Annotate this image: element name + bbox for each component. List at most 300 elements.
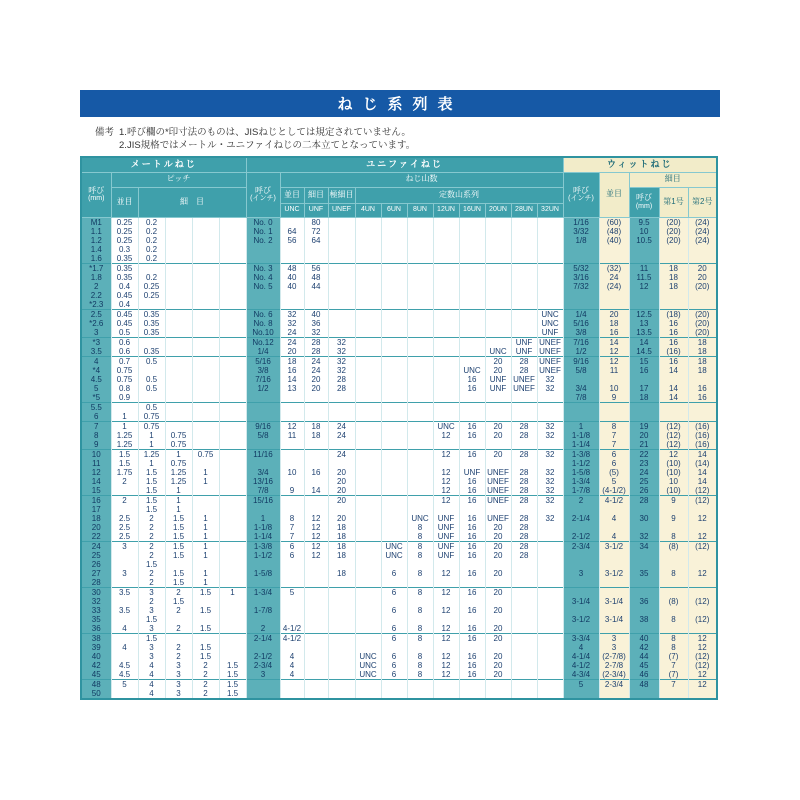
unified-20un-tpi: 20	[485, 541, 511, 551]
unified-6un-tpi	[381, 347, 407, 357]
unified-unef-tpi: 18	[328, 551, 355, 560]
unified-32un-tpi	[537, 273, 563, 282]
unified-8un-tpi	[407, 273, 433, 282]
unified-28un-tpi	[511, 291, 537, 300]
unified-unf-tpi	[304, 245, 328, 254]
metric-fine-pitch-3: 1	[192, 551, 219, 560]
whitworth-fine-size-mm: 26	[629, 486, 659, 496]
unified-28un-tpi	[511, 300, 537, 310]
metric-fine-pitch-2	[165, 309, 192, 319]
whitworth-coarse-tpi	[599, 587, 629, 597]
metric-fine-pitch-1: 4	[138, 661, 165, 670]
unified-6un-tpi	[381, 560, 407, 569]
metric-fine-pitch-4	[219, 560, 246, 569]
unified-8un-tpi	[407, 291, 433, 300]
unified-6un-tpi	[381, 505, 407, 514]
unified-28un-tpi: 28	[511, 495, 537, 505]
metric-fine-pitch-1: 1.5	[138, 633, 165, 643]
unified-size: No. 6	[246, 309, 280, 319]
unified-unc-tpi: 4-1/2	[280, 624, 304, 634]
notes-label: 備考	[95, 127, 115, 138]
metric-size: 45	[81, 670, 111, 680]
unified-unf-tpi: 20	[304, 375, 328, 384]
metric-fine-pitch-3	[192, 431, 219, 440]
unified-12un-tpi: 12	[433, 468, 459, 477]
metric-coarse-pitch	[111, 652, 138, 661]
unified-6un-tpi	[381, 263, 407, 273]
unified-6un-tpi	[381, 245, 407, 254]
metric-fine-pitch-1	[138, 393, 165, 403]
unified-6un-tpi	[381, 273, 407, 282]
unified-28un-tpi	[511, 633, 537, 643]
table-row	[81, 412, 717, 422]
metric-fine-pitch-3: 1	[192, 477, 219, 486]
unified-size: 11/16	[246, 449, 280, 459]
28un-header: 28UN	[511, 203, 537, 217]
table-row	[81, 560, 717, 569]
metric-fine-pitch-1: 1.5	[138, 495, 165, 505]
metric-fine-pitch-3: 2	[192, 670, 219, 680]
whitworth-coarse-tpi	[599, 412, 629, 422]
unified-unef-tpi	[328, 217, 355, 227]
whitworth-size	[563, 624, 599, 634]
metric-fine-pitch-1: 1.5	[138, 505, 165, 514]
unified-unc-tpi: 32	[280, 319, 304, 328]
table-row	[81, 541, 717, 551]
unified-unef-tpi: 24	[328, 421, 355, 431]
metric-fine-pitch-4	[219, 245, 246, 254]
unified-unf-tpi	[304, 254, 328, 264]
unified-16un-tpi: 16	[459, 421, 485, 431]
unified-4un-tpi	[355, 532, 381, 542]
unified-12un-tpi	[433, 319, 459, 328]
unified-16un-tpi: 16	[459, 514, 485, 523]
unified-unef-tpi	[328, 254, 355, 264]
unified-20un-tpi	[485, 393, 511, 403]
unified-20un-tpi: 20	[485, 366, 511, 375]
metric-fine-pitch-1	[138, 366, 165, 375]
metric-fine-pitch-3	[192, 384, 219, 393]
whitworth-fine-no1-tpi	[659, 505, 688, 514]
metric-size: 3	[81, 328, 111, 338]
metric-fine-pitch-4	[219, 551, 246, 560]
table-row	[81, 505, 717, 514]
metric-size: *2.3	[81, 300, 111, 310]
unified-20un-tpi: 20	[485, 587, 511, 597]
unified-28un-tpi: 28	[511, 366, 537, 375]
whitworth-fine-no1-tpi	[659, 624, 688, 634]
unified-unf-tpi: 12	[304, 541, 328, 551]
unified-unf-tpi	[304, 412, 328, 422]
unified-28un-tpi	[511, 587, 537, 597]
unified-size	[246, 402, 280, 412]
unified-12un-tpi	[433, 356, 459, 366]
unified-unf-tpi	[304, 661, 328, 670]
unified-28un-tpi: UNF	[511, 337, 537, 347]
row-group	[81, 449, 717, 495]
metric-size: 28	[81, 578, 111, 588]
unified-unef-tpi: 28	[328, 375, 355, 384]
whitworth-fine-size-mm	[629, 375, 659, 384]
unified-16un-tpi: 16	[459, 587, 485, 597]
unified-unc-tpi: 10	[280, 468, 304, 477]
unified-32un-tpi	[537, 652, 563, 661]
whitworth-size: 2-1/2	[563, 532, 599, 542]
whitworth-fine-no1-tpi	[659, 606, 688, 615]
unified-6un-tpi: 6	[381, 587, 407, 597]
unified-12un-tpi: UNF	[433, 523, 459, 532]
unified-32un-tpi	[537, 217, 563, 227]
unified-28un-tpi	[511, 440, 537, 450]
metric-fine-pitch-2: 1	[165, 449, 192, 459]
unified-unc-tpi: 64	[280, 227, 304, 236]
unified-12un-tpi	[433, 393, 459, 403]
unified-8un-tpi: 8	[407, 633, 433, 643]
metric-fine-pitch-4	[219, 615, 246, 624]
whitworth-fine-no1-tpi	[659, 245, 688, 254]
whitworth-fine-header: 細目	[629, 172, 717, 187]
unified-unef-tpi	[328, 661, 355, 670]
whitworth-size: 1-1/8	[563, 431, 599, 440]
metric-fine-pitch-1: 0.35	[138, 347, 165, 357]
table-row	[81, 291, 717, 300]
unified-6un-tpi	[381, 532, 407, 542]
unified-20un-tpi: 20	[485, 633, 511, 643]
metric-fine-pitch-1: 4	[138, 670, 165, 680]
metric-fine-pitch-1: 0.2	[138, 227, 165, 236]
unified-unef-tpi	[328, 670, 355, 680]
metric-size: 1.4	[81, 245, 111, 254]
unified-6un-tpi	[381, 393, 407, 403]
whitworth-fine-no2-tpi: 12	[688, 679, 717, 689]
unified-12un-tpi: UNF	[433, 514, 459, 523]
unified-20un-tpi	[485, 578, 511, 588]
whitworth-fine-no2-tpi: 18	[688, 347, 717, 357]
unified-32un-tpi	[537, 661, 563, 670]
metric-fine-pitch-4	[219, 273, 246, 282]
unified-16un-tpi: 16	[459, 375, 485, 384]
whitworth-fine-no1-tpi: 8	[659, 643, 688, 652]
unified-16un-tpi: 16	[459, 431, 485, 440]
metric-fine-pitch-2: 3	[165, 670, 192, 680]
unified-unef-tpi: 20	[328, 477, 355, 486]
unified-28un-tpi: 28	[511, 523, 537, 532]
whitworth-fine-no1-tpi: 18	[659, 273, 688, 282]
unified-4un-tpi	[355, 227, 381, 236]
unified-size	[246, 245, 280, 254]
unified-size	[246, 615, 280, 624]
unified-size: No. 4	[246, 273, 280, 282]
whitworth-size	[563, 291, 599, 300]
unified-6un-tpi: 6	[381, 606, 407, 615]
unified-4un-tpi	[355, 459, 381, 468]
metric-fine-pitch-2	[165, 236, 192, 245]
unified-12un-tpi: 12	[433, 633, 459, 643]
metric-size: 6	[81, 412, 111, 422]
unified-8un-tpi	[407, 384, 433, 393]
metric-fine-pitch-2	[165, 337, 192, 347]
metric-fine-pitch-2	[165, 384, 192, 393]
unified-28un-tpi: 28	[511, 356, 537, 366]
whitworth-size: 5/8	[563, 366, 599, 375]
notes	[95, 127, 415, 152]
unified-extrafine-header: 極細目	[328, 187, 355, 203]
metric-size: 38	[81, 633, 111, 643]
metric-fine-pitch-1: 3	[138, 587, 165, 597]
whitworth-coarse-tpi: (2-7/8)	[599, 652, 629, 661]
unified-8un-tpi	[407, 309, 433, 319]
unified-12un-tpi: 12	[433, 652, 459, 661]
whitworth-coarse-tpi: 12	[599, 347, 629, 357]
table-row	[81, 459, 717, 468]
unified-16un-tpi	[459, 319, 485, 328]
unified-unf-tpi	[304, 393, 328, 403]
12un-header: 12UN	[433, 203, 459, 217]
unified-16un-tpi: 16	[459, 477, 485, 486]
metric-size: 35	[81, 615, 111, 624]
unified-size: 1-5/8	[246, 569, 280, 578]
unified-6un-tpi	[381, 689, 407, 699]
table-row	[81, 569, 717, 578]
whitworth-fine-no2-tpi	[688, 689, 717, 699]
unified-8un-tpi	[407, 217, 433, 227]
unified-unc-tpi	[280, 459, 304, 468]
unified-unf-tpi	[304, 689, 328, 699]
unified-size: 7/16	[246, 375, 280, 384]
unified-size	[246, 459, 280, 468]
metric-fine-pitch-2: 1	[165, 486, 192, 496]
metric-fine-pitch-1: 4	[138, 679, 165, 689]
metric-fine-pitch-2: 1.25	[165, 468, 192, 477]
whitworth-fine-size-mm	[629, 523, 659, 532]
metric-fine-pitch-3	[192, 245, 219, 254]
metric-fine-pitch-2	[165, 412, 192, 422]
metric-fine-pitch-3	[192, 291, 219, 300]
metric-fine-pitch-4	[219, 597, 246, 606]
metric-fine-pitch-1: 0.35	[138, 319, 165, 328]
unified-size: 1-3/4	[246, 587, 280, 597]
metric-coarse-header: 並目	[111, 187, 138, 217]
unified-32un-tpi: 32	[537, 431, 563, 440]
unified-32un-tpi: UNEF	[537, 337, 563, 347]
unified-unc-tpi	[280, 300, 304, 310]
metric-fine-pitch-3: 1	[192, 514, 219, 523]
unified-4un-tpi	[355, 624, 381, 634]
row-group	[81, 633, 717, 679]
unified-32un-tpi	[537, 606, 563, 615]
unified-12un-tpi: 12	[433, 486, 459, 496]
unified-unef-tpi	[328, 328, 355, 338]
whitworth-fine-size-mm: 13.5	[629, 328, 659, 338]
whitworth-fine-no2-tpi: 12	[688, 633, 717, 643]
whitworth-coarse-tpi	[599, 402, 629, 412]
whitworth-fine-no1-tpi: (12)	[659, 421, 688, 431]
metric-fine-pitch-4	[219, 523, 246, 532]
unified-32un-tpi: 32	[537, 495, 563, 505]
unified-size: 1-1/8	[246, 523, 280, 532]
metric-fine-pitch-2: 1.5	[165, 569, 192, 578]
whitworth-fine-size-mm: 32	[629, 532, 659, 542]
unified-20un-tpi	[485, 319, 511, 328]
metric-fine-pitch-1: 1.5	[138, 615, 165, 624]
unified-8un-tpi	[407, 402, 433, 412]
unified-unef-tpi: 20	[328, 468, 355, 477]
metric-coarse-pitch	[111, 578, 138, 588]
whitworth-fine-size-mm: 28	[629, 495, 659, 505]
unified-size: 2-3/4	[246, 661, 280, 670]
unified-12un-tpi	[433, 245, 459, 254]
unified-unef-tpi: 18	[328, 523, 355, 532]
whitworth-size: 1/4	[563, 309, 599, 319]
unified-16un-tpi	[459, 309, 485, 319]
whitworth-fine-nominal-header	[629, 187, 659, 217]
table-row	[81, 615, 717, 624]
whitworth-coarse-tpi	[599, 523, 629, 532]
whitworth-fine-size-mm	[629, 551, 659, 560]
whitworth-coarse-tpi	[599, 560, 629, 569]
unified-28un-tpi	[511, 282, 537, 291]
unified-12un-tpi: 12	[433, 569, 459, 578]
metric-fine-pitch-1: 0.25	[138, 282, 165, 291]
metric-fine-pitch-3	[192, 236, 219, 245]
unified-unef-tpi	[328, 412, 355, 422]
metric-fine-pitch-1: 1.5	[138, 486, 165, 496]
metric-fine-pitch-2: 1.5	[165, 597, 192, 606]
unified-32un-tpi: UNC	[537, 309, 563, 319]
metric-fine-pitch-4	[219, 356, 246, 366]
unified-unf-tpi	[304, 569, 328, 578]
metric-fine-pitch-1: 0.5	[138, 384, 165, 393]
unified-12un-tpi	[433, 597, 459, 606]
unified-28un-tpi: 28	[511, 551, 537, 560]
metric-fine-pitch-3	[192, 505, 219, 514]
unified-8un-tpi	[407, 421, 433, 431]
metric-fine-pitch-1: 1	[138, 459, 165, 468]
unified-4un-tpi	[355, 273, 381, 282]
table-row	[81, 347, 717, 357]
unified-size: 5/8	[246, 431, 280, 440]
unified-20un-tpi	[485, 337, 511, 347]
unified-unef-tpi: 24	[328, 449, 355, 459]
unified-unf-tpi: 18	[304, 421, 328, 431]
whitworth-size: 2-3/4	[563, 541, 599, 551]
metric-coarse-pitch: 0.3	[111, 245, 138, 254]
whitworth-no1-header: 第1号	[659, 187, 688, 217]
unified-8un-tpi	[407, 263, 433, 273]
unified-size: 1/4	[246, 347, 280, 357]
unified-32un-tpi: 32	[537, 514, 563, 523]
unified-unf-tpi	[304, 606, 328, 615]
metric-fine-pitch-4: 1.5	[219, 679, 246, 689]
unified-6un-tpi: UNC	[381, 551, 407, 560]
unified-4un-tpi	[355, 393, 381, 403]
whitworth-fine-no1-tpi: 9	[659, 514, 688, 523]
whitworth-size: 1-3/4	[563, 477, 599, 486]
metric-size: 12	[81, 468, 111, 477]
unified-16un-tpi	[459, 356, 485, 366]
unified-20un-tpi: 20	[485, 421, 511, 431]
metric-size: 17	[81, 505, 111, 514]
unified-unef-tpi	[328, 236, 355, 245]
metric-coarse-pitch: 3	[111, 541, 138, 551]
metric-fine-pitch-1: 2	[138, 532, 165, 542]
unified-20un-tpi	[485, 560, 511, 569]
whitworth-fine-no1-tpi: (20)	[659, 236, 688, 245]
metric-size: 4.5	[81, 375, 111, 384]
whitworth-fine-size-mm: 23	[629, 459, 659, 468]
unified-32un-tpi	[537, 689, 563, 699]
unified-4un-tpi	[355, 217, 381, 227]
unified-16un-tpi	[459, 282, 485, 291]
metric-coarse-pitch: 0.35	[111, 273, 138, 282]
unified-unc-tpi: 18	[280, 356, 304, 366]
unified-4un-tpi	[355, 468, 381, 477]
unified-8un-tpi: 8	[407, 606, 433, 615]
unified-6un-tpi	[381, 477, 407, 486]
metric-fine-pitch-4	[219, 633, 246, 643]
unified-unc-tpi	[280, 560, 304, 569]
metric-coarse-pitch	[111, 633, 138, 643]
table-row	[81, 652, 717, 661]
unified-8un-tpi	[407, 643, 433, 652]
unified-8un-tpi: 8	[407, 670, 433, 680]
metric-fine-pitch-3	[192, 615, 219, 624]
whitworth-size: 2	[563, 495, 599, 505]
whitworth-fine-no1-tpi: 14	[659, 384, 688, 393]
unified-unf-tpi: 14	[304, 486, 328, 496]
unified-6un-tpi	[381, 384, 407, 393]
whitworth-fine-no1-tpi: (12)	[659, 431, 688, 440]
unified-20un-tpi: 20	[485, 431, 511, 440]
metric-size: 42	[81, 661, 111, 670]
whitworth-fine-no1-tpi	[659, 578, 688, 588]
metric-fine-pitch-3	[192, 337, 219, 347]
whitworth-size: 7/16	[563, 337, 599, 347]
metric-coarse-pitch: 0.35	[111, 263, 138, 273]
table-row	[81, 624, 717, 634]
whitworth-fine-size-mm: 12.5	[629, 309, 659, 319]
unified-20un-tpi	[485, 273, 511, 282]
unified-4un-tpi	[355, 597, 381, 606]
unified-6un-tpi: 6	[381, 670, 407, 680]
unified-unc-tpi: 9	[280, 486, 304, 496]
metric-fine-pitch-3	[192, 633, 219, 643]
whitworth-fine-size-mm: 48	[629, 679, 659, 689]
unified-20un-tpi	[485, 615, 511, 624]
unified-size: 1-7/8	[246, 606, 280, 615]
metric-fine-pitch-4	[219, 300, 246, 310]
metric-coarse-pitch: 2	[111, 495, 138, 505]
unified-28un-tpi	[511, 393, 537, 403]
unified-4un-tpi	[355, 347, 381, 357]
whitworth-coarse-tpi: 9	[599, 393, 629, 403]
whitworth-coarse-tpi: (24)	[599, 282, 629, 291]
whitworth-size	[563, 523, 599, 532]
metric-fine-pitch-4	[219, 319, 246, 328]
unified-28un-tpi: 28	[511, 532, 537, 542]
unified-unef-tpi	[328, 578, 355, 588]
unified-4un-tpi	[355, 236, 381, 245]
metric-fine-pitch-4	[219, 486, 246, 496]
whitworth-fine-no2-tpi: 16	[688, 384, 717, 393]
unified-16un-tpi	[459, 459, 485, 468]
unified-unc-tpi: 8	[280, 514, 304, 523]
unified-unf-tpi: 12	[304, 514, 328, 523]
metric-coarse-pitch: 4.5	[111, 670, 138, 680]
unified-16un-tpi: 16	[459, 624, 485, 634]
whitworth-fine-size-mm: 30	[629, 514, 659, 523]
unified-12un-tpi: UNF	[433, 551, 459, 560]
